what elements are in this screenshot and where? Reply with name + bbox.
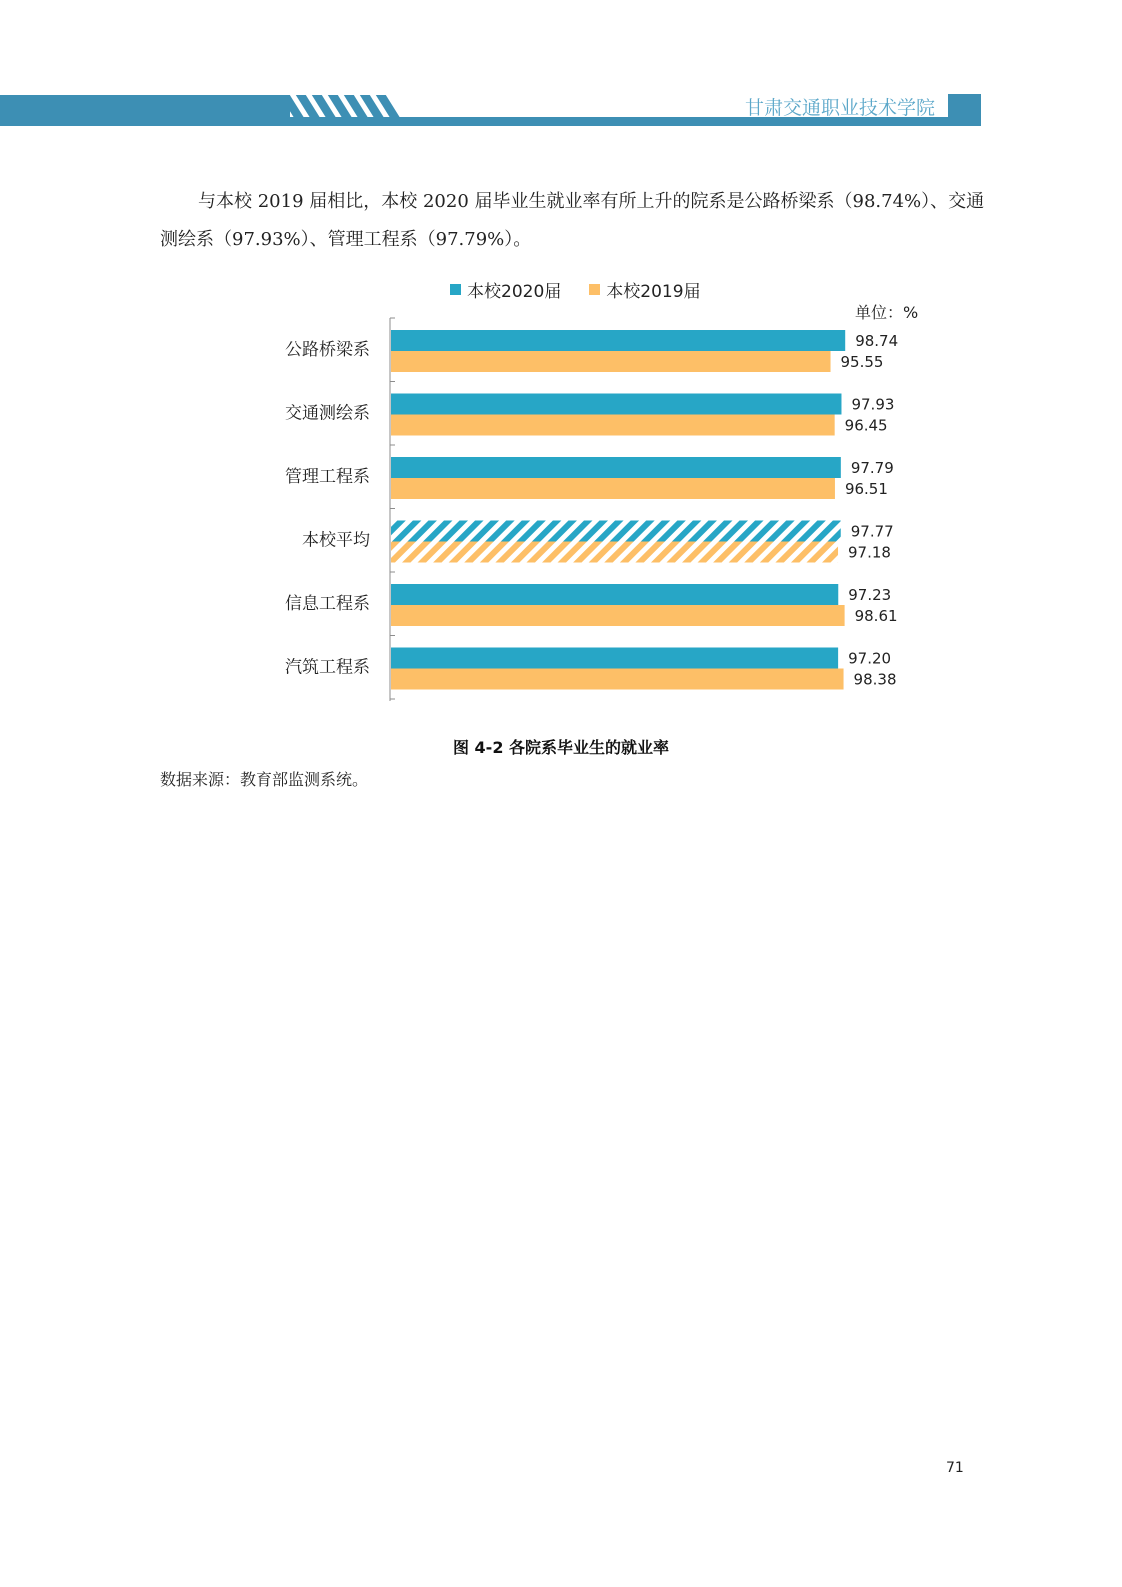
figure-caption: 图 4-2 各院系毕业生的就业率 xyxy=(452,738,670,757)
bar-2020 xyxy=(391,330,845,351)
bar-2019 xyxy=(391,669,844,690)
data-label-2019: 98.38 xyxy=(853,670,897,689)
category-label: 交通测绘系 xyxy=(285,403,370,424)
bar-2020 xyxy=(391,584,838,605)
bar-2020 xyxy=(391,394,841,415)
data-label-2020: 98.74 xyxy=(855,332,899,350)
legend-label-2020: 本校2020届 xyxy=(467,282,562,302)
data-label-2020: 97.93 xyxy=(851,395,895,414)
data-label-2020: 97.20 xyxy=(848,649,892,668)
intro-paragraph: 与本校 2019 届相比，本校 2020 届毕业生就业率有所上升的院系是公路桥梁系（98.74%）、交通测绘系（97.93%）、管理工程系（97.79%）。 xyxy=(160,191,985,250)
page-number: 71 xyxy=(946,1460,964,1476)
bar-2019 xyxy=(391,351,831,372)
category-label: 本校平均 xyxy=(302,530,370,551)
data-label-2020: 97.23 xyxy=(848,586,892,604)
data-label-2020: 97.79 xyxy=(850,459,894,477)
bar-2019 xyxy=(391,415,835,436)
data-label-2019: 98.61 xyxy=(854,607,898,625)
header-title: 甘肃交通职业技术学院 xyxy=(744,97,935,119)
bar-2020 xyxy=(391,521,841,542)
category-label: 信息工程系 xyxy=(285,594,370,614)
legend-label-2019: 本校2019届 xyxy=(606,282,701,302)
data-label-2019: 95.55 xyxy=(840,353,884,371)
category-label: 公路桥梁系 xyxy=(285,340,370,360)
bar-2020 xyxy=(391,457,841,478)
bar-2020 xyxy=(391,648,838,669)
unit-label: 单位：% xyxy=(855,303,919,322)
bar-2019 xyxy=(391,605,845,626)
data-label-2019: 97.18 xyxy=(848,543,891,562)
data-label-2020: 97.77 xyxy=(850,522,894,541)
data-label-2019: 96.45 xyxy=(844,416,888,435)
bar-2019 xyxy=(391,478,835,499)
category-label: 管理工程系 xyxy=(285,467,370,487)
bar-2019 xyxy=(391,542,838,563)
bar-chart xyxy=(0,0,1122,720)
category-label: 汽筑工程系 xyxy=(285,657,370,678)
data-source: 数据来源：教育部监测系统。 xyxy=(160,770,369,789)
data-label-2019: 96.51 xyxy=(844,480,888,498)
